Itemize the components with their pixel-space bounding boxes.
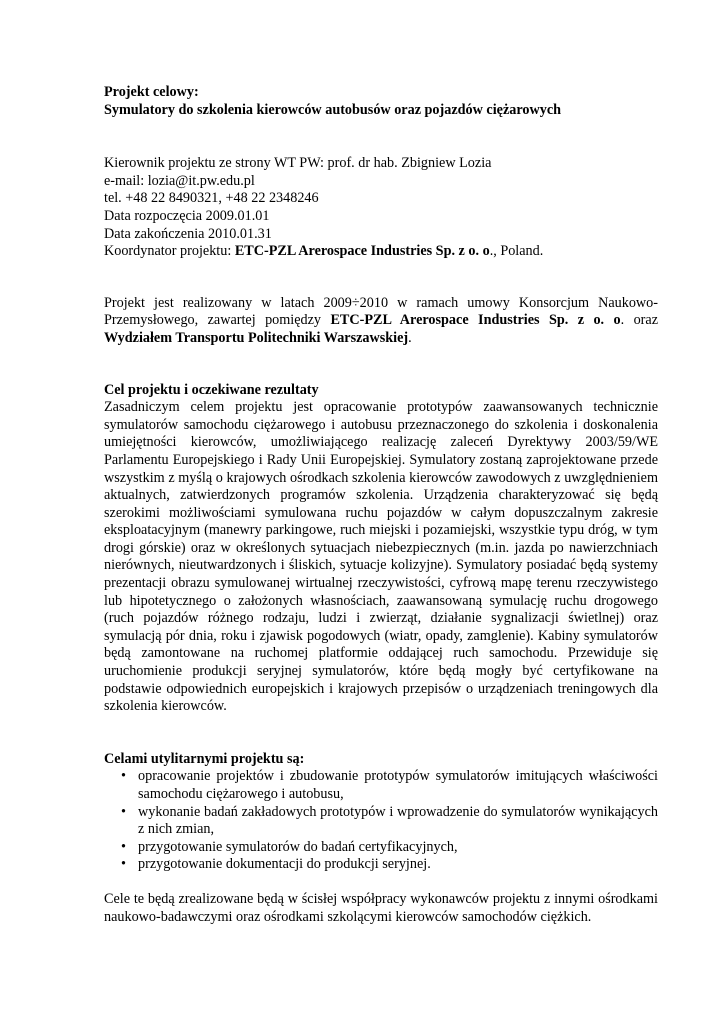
- coordinator-name: ETC-PZL Arerospace Industries Sp. z o. o: [234, 243, 490, 260]
- list-item: [121, 839, 658, 857]
- coordinator-line: [104, 243, 658, 261]
- contact-email: e-mail: lozia@it.pw.edu.pl: [104, 172, 255, 189]
- list-item-text: wykonanie badań zakładowych prototypów i wprowadzenie do symulatorów wynikających z nich zmian,: [138, 803, 658, 838]
- intro-text-2: . oraz: [620, 312, 658, 329]
- start-date: Data rozpoczęcia 2009.01.01: [104, 207, 270, 224]
- utilitarian-section: [104, 751, 658, 874]
- intro-company: ETC-PZL Arerospace Industries Sp. z o. o: [330, 312, 621, 329]
- list-item-text: opracowanie projektów i zbudowanie prototypów symulatorów imitujących właściwości samochodu ciężarowego i autobusu,: [138, 768, 658, 802]
- closing-paragraph: Cele te będą zrealizowane będą w ścisłej współpracy wykonawców projektu z innymi ośrodkami naukowo-badawczymi oraz ośrodkami szkolącymi kierowców samochodów ciężkich.: [104, 890, 658, 925]
- title-label: Projekt celowy:: [104, 84, 199, 100]
- list-item: [121, 804, 658, 839]
- intro-text-1: Projekt jest realizowany w latach 2009÷2010 w ramach umowy Konsorcjum Naukowo-Przemysłowego, zawartej pomiędzy: [104, 294, 658, 329]
- end-date: Data zakończenia 2010.01.31: [104, 225, 272, 242]
- utilitarian-list: [104, 768, 658, 874]
- contact-phone: tel. +48 22 8490321, +48 22 2348246: [104, 190, 319, 207]
- bullet-icon: •: [121, 856, 126, 873]
- project-info: [104, 155, 658, 261]
- intro-paragraph: [104, 295, 658, 348]
- intro-text-3: .: [408, 329, 412, 346]
- list-item-text: przygotowanie symulatorów do badań certyfikacyjnych,: [138, 838, 458, 855]
- intro-faculty: Wydziałem Transportu Politechniki Warszawskiej: [104, 329, 409, 346]
- project-manager: Kierownik projektu ze strony WT PW: prof. dr hab. Zbigniew Lozia: [104, 155, 492, 172]
- goal-body: Zasadniczym celem projektu jest opracowanie prototypów zaawansowanych technicznie symulatorów samochodu ciężarowego i autobusu przeznaczonego do szkolenia i doskonalenia umiejętności kierowców, umożliwiającego realizację zaleceń Dyrektywy 2003/59/WE Parlamentu Europejskiego i Rady Unii Europejskiej. Symulatory zostaną zaprojektowane przede wszystkim z myślą o krajowych ośrodkach szkolenia kierowców zawodowych z uwzględnieniem aktualnych, zatwierdzonych programów szkolenia. Urządzenia charakteryzować się będą szerokimi możliwościami symulowana ruchu pojazdów w całym dopuszczalnym zakresie eksploatacyjnym (manewry parkingowe, ruch miejski i pozamiejski, wszystkie typu dróg, w tym drogi górskie) oraz w określonych sytuacjach niebezpiecznych (m.in. jazda po nawierzchniach nierównych, nieutwardzonych i śliskich, sytuacje kolizyjne). Symulatory posiadać będą systemy prezentacji obrazu symulowanej wirtualnej rzeczywistości, cyfrową mapę terenu rzeczywistego lub hipotetycznego o założonych własnościach, zaawansowaną symulację ruchu drogowego (ruch pojazdów różnego rodzaju, ludzi i zwierząt, działanie sygnalizacji świetlnej) oraz symulacją pór dnia, roku i zjawisk pogodowych (wiatr, opady, zamglenie). Kabiny symulatorów będą zamontowane na ruchomej platformie oddającej ruch samochodu. Przewiduje się uruchomienie produkcji seryjnej symulatorów, które będą mogły być certyfikowane na podstawie odpowiednich europejskich i krajowych przepisów o urządzeniach treningowych dla szkolenia kierowców.: [104, 399, 658, 715]
- bullet-icon: •: [121, 803, 126, 820]
- goal-section: [104, 382, 658, 716]
- project-title: Symulatory do szkolenia kierowców autobusów oraz pojazdów ciężarowych: [104, 101, 562, 118]
- coordinator-prefix: Koordynator projektu:: [104, 243, 235, 260]
- list-item: [121, 856, 658, 874]
- coordinator-suffix: ., Poland.: [489, 243, 544, 260]
- list-item: [121, 768, 658, 803]
- bullet-icon: •: [121, 838, 126, 855]
- bullet-icon: •: [121, 768, 126, 785]
- list-item-text: przygotowanie dokumentacji do produkcji seryjnej.: [138, 856, 431, 873]
- utilitarian-heading: Celami utylitarnymi projektu są:: [104, 750, 305, 767]
- goal-heading: Cel projektu i oczekiwane rezultaty: [104, 381, 319, 398]
- title-block: [104, 84, 658, 119]
